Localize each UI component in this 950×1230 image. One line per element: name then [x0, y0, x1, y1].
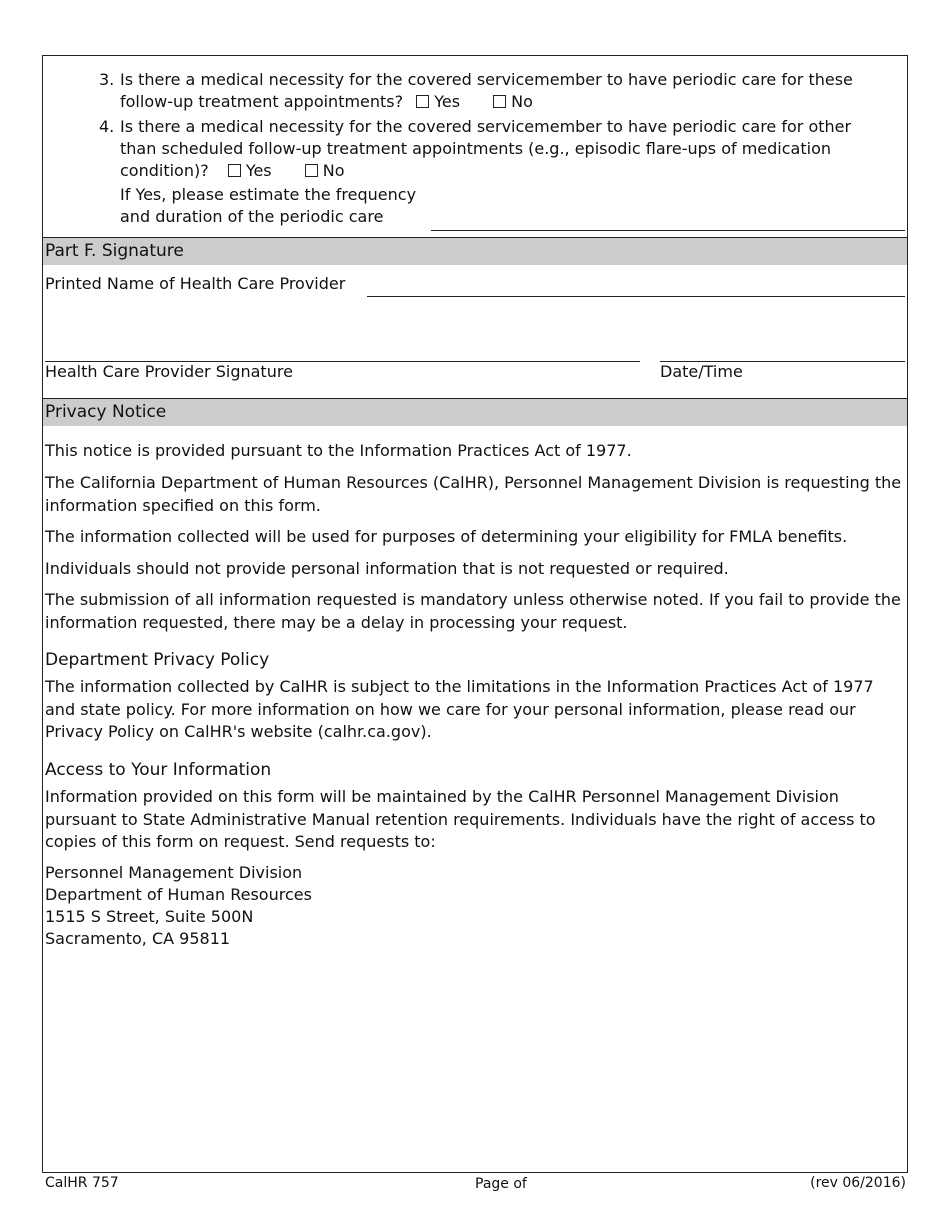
q4-no-checkbox[interactable] — [305, 164, 318, 177]
printed-name-input-line[interactable] — [367, 296, 905, 297]
q3-yes-option[interactable] — [416, 92, 460, 111]
address-line: Sacramento, CA 95811 — [45, 929, 231, 948]
signature-section-header: Part F. Signature — [43, 238, 907, 265]
q3-line2: follow-up treatment appointments? — [120, 92, 404, 111]
q4-line3-row — [120, 160, 345, 182]
q4-line3: condition)? — [120, 161, 209, 180]
privacy-paragraph: The California Department of Human Resources (CalHR), Personnel Management Division is requesting the information specified on this form. — [45, 473, 902, 515]
q4-line2: than scheduled follow-up treatment appointments (e.g., episodic flare-ups of medication — [120, 139, 831, 158]
q3-yes-checkbox[interactable] — [416, 95, 429, 108]
q3-number: 3. — [99, 70, 115, 89]
revision-date: (rev 06/2016) — [810, 1175, 906, 1191]
q4-followup-line1: If Yes, please estimate the frequency — [120, 185, 417, 204]
address-line: Personnel Management Division — [45, 863, 303, 882]
periodic-care-input-line[interactable] — [431, 230, 905, 231]
q4-yes-label: Yes — [245, 161, 272, 180]
dept-privacy-policy-text: The information collected by CalHR is subject to the limitations in the Information Practices Act of 1977 and state policy. For more information on how we care for your personal information, please read our Privacy Policy on CalHR's website (calhr.ca.gov). — [45, 677, 874, 741]
q4-line1: Is there a medical necessity for the covered servicemember to have periodic care for other — [120, 117, 852, 136]
privacy-section-header: Privacy Notice — [43, 399, 907, 426]
access-info-heading: Access to Your Information — [45, 760, 272, 780]
dept-privacy-policy-heading: Department Privacy Policy — [45, 650, 270, 670]
q4-yes-option[interactable] — [228, 161, 272, 180]
q3-line2-row — [120, 91, 533, 113]
q4-yes-checkbox[interactable] — [228, 164, 241, 177]
q3-no-checkbox[interactable] — [493, 95, 506, 108]
privacy-paragraph: Individuals should not provide personal information that is not requested or required. — [45, 559, 729, 578]
form-page — [42, 55, 908, 1173]
printed-name-label: Printed Name of Health Care Provider — [45, 274, 346, 293]
access-info-text: Information provided on this form will be maintained by the CalHR Personnel Management Division pursuant to State Administrative Manual retention requirements. Individuals have the right of access to copies of this form on request. Send requests to: — [45, 787, 876, 851]
form-id: CalHR 757 — [45, 1175, 119, 1191]
q4-no-label: No — [322, 161, 345, 180]
privacy-paragraph: This notice is provided pursuant to the Information Practices Act of 1977. — [45, 441, 632, 460]
privacy-paragraph: The submission of all information requested is mandatory unless otherwise noted. If you fail to provide the information requested, there may be a delay in processing your request. — [45, 590, 901, 632]
q4-no-option[interactable] — [305, 161, 345, 180]
q4-followup-line2: and duration of the periodic care — [120, 207, 384, 226]
address-line: 1515 S Street, Suite 500N — [45, 907, 254, 926]
q4-number: 4. — [99, 117, 115, 136]
q3-no-label: No — [511, 92, 533, 111]
address-line: Department of Human Resources — [45, 885, 312, 904]
q3-yes-label: Yes — [434, 92, 461, 111]
privacy-paragraph: The information collected will be used for purposes of determining your eligibility for FMLA benefits. — [45, 527, 848, 546]
q3-no-option[interactable] — [493, 92, 533, 111]
page-number: Page of — [475, 1176, 527, 1192]
q3-line1: Is there a medical necessity for the covered servicemember to have periodic care for these — [120, 70, 853, 89]
date-time-label: Date/Time — [660, 362, 743, 381]
signature-label: Health Care Provider Signature — [45, 362, 293, 381]
